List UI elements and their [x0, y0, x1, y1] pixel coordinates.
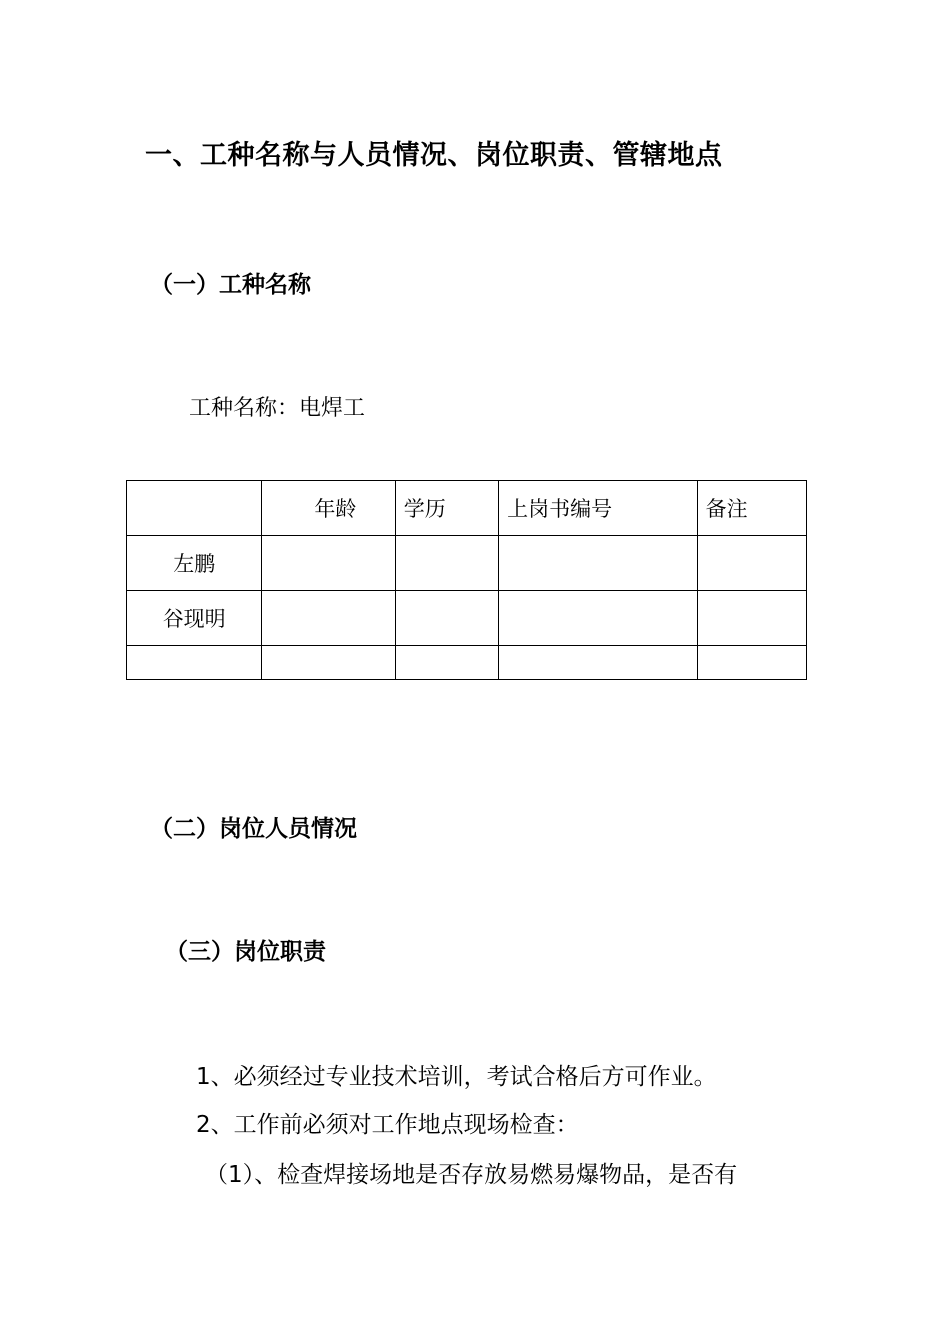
table-cell: [262, 646, 395, 680]
table-cell-name: [127, 646, 262, 680]
section-title-job-name: （一）工种名称: [150, 272, 311, 298]
document-heading: 一、工种名称与人员情况、岗位职责、管辖地点: [145, 140, 723, 171]
table-cell: [697, 536, 806, 591]
section-title-duties: （三）岗位职责: [165, 939, 326, 965]
table-header-row: [127, 481, 807, 536]
table-cell: [262, 536, 395, 591]
table-cell: [395, 591, 498, 646]
table-cell: [697, 591, 806, 646]
table-cell: [499, 646, 698, 680]
table-header-age: 年龄: [262, 481, 395, 536]
table-header-cell: [127, 481, 262, 536]
duty-item: 2、工作前必须对工作地点现场检查：: [196, 1112, 579, 1138]
table-row: [127, 536, 807, 591]
table-row: [127, 591, 807, 646]
duty-item: 1、必须经过专业技术培训，考试合格后方可作业。: [196, 1064, 717, 1090]
personnel-table: [126, 480, 807, 680]
table-cell: [697, 646, 806, 680]
job-name-line: 工种名称：电焊工: [189, 396, 366, 421]
duty-subitem: （1）、检查焊接场地是否存放易燃易爆物品，是否有: [205, 1162, 738, 1188]
table-cell: [499, 536, 698, 591]
section-title-personnel: （二）岗位人员情况: [150, 816, 357, 842]
table-header-certificate-number: 上岗书编号: [499, 481, 698, 536]
table-cell-name: 谷现明: [127, 591, 262, 646]
table-cell: [395, 536, 498, 591]
table-cell: [262, 591, 395, 646]
table-cell: [499, 591, 698, 646]
table-row: [127, 646, 807, 680]
table-cell-name: 左鹏: [127, 536, 262, 591]
table-header-remarks: 备注: [697, 481, 806, 536]
table-header-education: 学历: [395, 481, 498, 536]
table-cell: [395, 646, 498, 680]
